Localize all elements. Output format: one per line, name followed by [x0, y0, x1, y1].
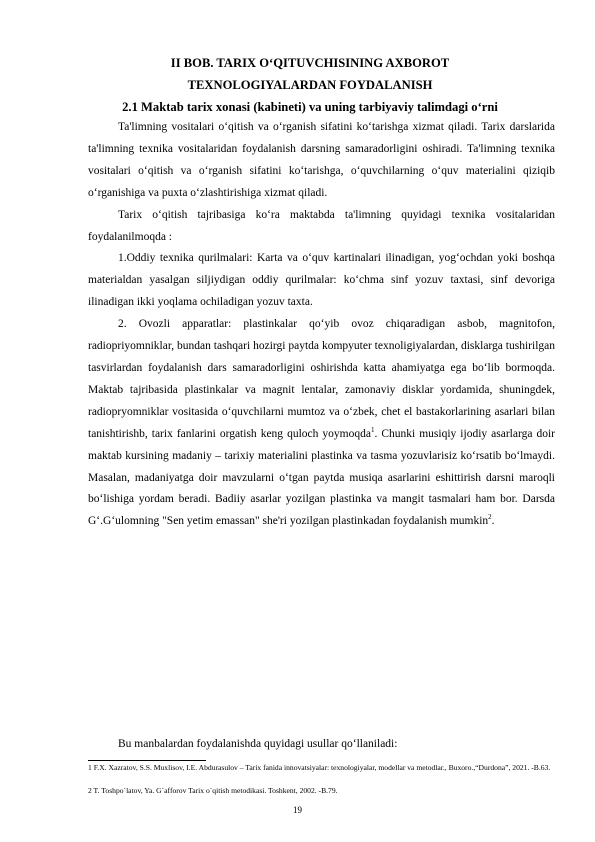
chapter-title-line1: II BOB. TARIX O‘QITUVCHISINING AXBOROT: [170, 56, 450, 70]
body-text: [88, 117, 555, 533]
paragraph-1: Ta'limning vositalari o‘qitish va o‘rganish sifatini ko‘tarishga xizmat qiladi. Tarix darslarida ta'limning texnika vositalaridan foydalanish darsning samaradorligini oshiradi. Ta'limning texnika vositalari o‘qitish va o‘rganish sifatini ko‘tarishga, o‘quvchilarning o‘quv materialini qiziqib o‘rganishiga va puxta o‘zlashtirishiga xizmat qiladi.: [88, 121, 555, 199]
footnote-ref-2: 2: [488, 513, 492, 522]
footnote-1: 1 F.X. Xazratov, S.S. Muxlisov, I.E. Abdurasulov – Tarix fanida innovatsiyalar: texnologiyalar, modellar va metodlar., Buxoro.,“Durdona”, 2021. -B.63.: [88, 763, 551, 772]
paragraph-2: Tarix o‘qitish tajribasiga ko‘ra maktabda ta'limning quyidagi texnika vositalaridan foydalanilmoqda :: [88, 208, 555, 243]
paragraph-4: [88, 314, 555, 533]
footnote-2: 2 T. Toshpo`latov, Ya. G`afforov Tarix o`qitish metodikasi. Toshkent, 2002. -B.79.: [88, 786, 338, 795]
paragraph-4-part-a: 2. Ovozli apparatlar: plastinkalar qo‘yib ovoz chiqaradigan asbob, magnitofon, radiopriyomniklar, bundan tashqari hozirgi paytda kompyuter texnoligiyalardan, disklarga tushirilgan tasvirlardan foydalanish dars samaradorligini oshirishda katta ahamiyatga ega bo‘lib bormoqda. Maktab tajribasida plastinkalar va magnit lentalar, zamonaviy disklar yordamida, shuningdek, radiopryomniklar vositasida o‘quvchilarni mumtoz va o‘zbek, chet el bastakorlarining asarlari bilan tanishtirishb, tarix fanlarini orgatish keng quloch yoymoqda: [88, 318, 555, 440]
page-number: 19: [293, 805, 302, 815]
paragraph-4-part-c: .: [491, 515, 495, 528]
footnote-ref-1: 1: [370, 425, 375, 434]
paragraph-3: 1.Oddiy texnika qurilmalari: Karta va o‘quv kartinalari ilinadigan, yog‘ochdan yoki boshqa materialdan yasalgan siljiydigan oddiy qurilmalar: ko‘chma sinf yozuv taxtasi, sinf devoriga ilinadigan ikki yoqlama ochiladigan yozuv taxta.: [88, 252, 555, 309]
paragraph-5: Bu manbalardan foydalanishda quyidagi usullar qo‘llaniladi:: [118, 738, 398, 750]
footnote-divider: [88, 760, 206, 761]
chapter-title-line2: TEXNOLOGIYALARDAN FOYDALANISH: [187, 78, 433, 92]
section-title: 2.1 Maktab tarix xonasi (kabineti) va uning tarbiyaviy talimdagi o‘rni: [122, 100, 498, 114]
paragraph-4-part-b: . Chunki musiqiy ijodiy asarlarga doir maktab kursining madaniy – tarixiy materialini plastinka va tasma yozuvlarisiz ko‘rsatib bo‘lmaydi. Masalan, madaniyatga doir mavzularni o‘tgan paytda musiqa asarlarini eshittirish darsni maroqli bo‘lishiga yordam beradi. Badiiy asarlar yozilgan plastinka va mangit tasmalari ham bor. Darsda G‘.G‘ulomning "Sen yetim emassan" she'ri yozilgan plastinkadan foydalanish mumkin: [88, 427, 555, 528]
